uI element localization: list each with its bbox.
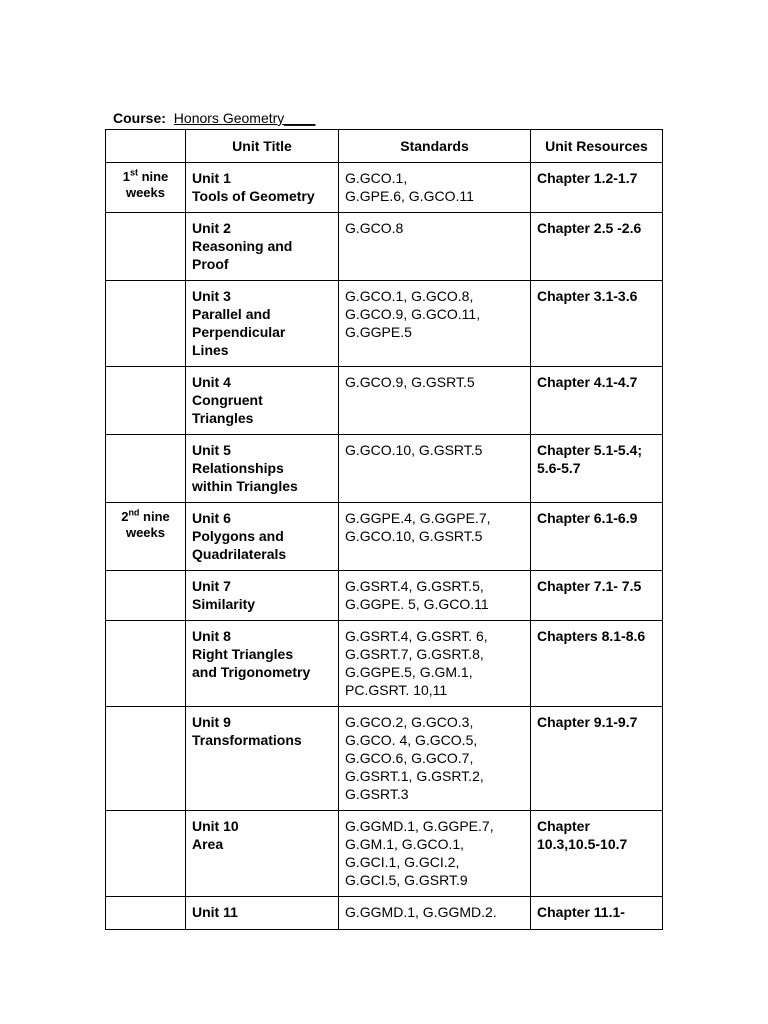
term-ordinal: nd bbox=[128, 507, 140, 518]
unit-title-cell bbox=[186, 707, 339, 811]
unit-title-cell-line: Tools of Geometry bbox=[192, 188, 315, 204]
table-row bbox=[106, 367, 663, 435]
unit-title-cell-line: Transformations bbox=[192, 732, 302, 748]
term-cell bbox=[106, 281, 186, 367]
unit-title-cell-line: Proof bbox=[192, 256, 229, 272]
term-cell bbox=[106, 571, 186, 621]
standards-cell bbox=[339, 213, 531, 281]
unit-title-cell bbox=[186, 897, 339, 930]
unit-title-cell bbox=[186, 281, 339, 367]
standards-cell bbox=[339, 571, 531, 621]
standards-cell-line: G.GGPE. 5, G.GCO.11 bbox=[345, 596, 489, 612]
unit-plan-table bbox=[105, 129, 663, 930]
standards-cell-line: G.GCO.10, G.GSRT.5 bbox=[345, 528, 483, 544]
standards-cell-line: G.GGMD.1, G.GGPE.7, bbox=[345, 818, 494, 834]
unit-title-cell-line: Unit 7 bbox=[192, 578, 231, 594]
unit-title-cell-line: Lines bbox=[192, 342, 229, 358]
term-cell bbox=[106, 367, 186, 435]
unit-resources-cell bbox=[531, 213, 663, 281]
standards-cell-line: G.GCI.5, G.GSRT.9 bbox=[345, 872, 468, 888]
standards-cell-line: G.GCO.9, G.GCO.11, bbox=[345, 306, 481, 322]
table-header-row bbox=[106, 130, 663, 163]
standards-cell-line: G.GCO.8 bbox=[345, 220, 404, 236]
unit-title-cell-line: and Trigonometry bbox=[192, 664, 311, 680]
unit-resources-cell bbox=[531, 571, 663, 621]
standards-cell-line: G.GCO.1, bbox=[345, 170, 408, 186]
standards-cell-line: G.GCO.2, G.GCO.3, bbox=[345, 714, 474, 730]
header-unit-resources: Unit Resources bbox=[531, 130, 663, 163]
unit-resources-cell-line: Chapter 6.1-6.9 bbox=[537, 510, 638, 526]
unit-title-cell bbox=[186, 367, 339, 435]
unit-title-cell bbox=[186, 621, 339, 707]
unit-resources-cell bbox=[531, 503, 663, 571]
table-row bbox=[106, 503, 663, 571]
standards-cell bbox=[339, 367, 531, 435]
standards-cell bbox=[339, 163, 531, 213]
term-label bbox=[112, 509, 179, 525]
unit-title-cell-line: Unit 4 bbox=[192, 374, 231, 390]
term-text: nine bbox=[139, 509, 170, 524]
unit-resources-cell-line: 10.3,10.5-10.7 bbox=[537, 836, 628, 852]
term-cell bbox=[106, 621, 186, 707]
term-cell bbox=[106, 707, 186, 811]
unit-title-cell-line: Unit 6 bbox=[192, 510, 231, 526]
unit-resources-cell-line: Chapter 4.1-4.7 bbox=[537, 374, 638, 390]
standards-cell-line: G.GSRT.4, G.GSRT. 6, bbox=[345, 628, 488, 644]
unit-title-cell-line: Unit 1 bbox=[192, 170, 231, 186]
unit-title-cell-line: Perpendicular bbox=[192, 324, 286, 340]
unit-title-cell-line: Unit 5 bbox=[192, 442, 231, 458]
unit-resources-cell bbox=[531, 435, 663, 503]
unit-resources-cell bbox=[531, 281, 663, 367]
unit-title-cell-line: Unit 3 bbox=[192, 288, 231, 304]
course-label: Course: bbox=[113, 110, 166, 126]
standards-cell-line: PC.GSRT. 10,11 bbox=[345, 682, 448, 698]
term-number: 2 bbox=[121, 509, 129, 524]
unit-resources-cell bbox=[531, 163, 663, 213]
unit-title-cell-line: Congruent bbox=[192, 392, 263, 408]
table-row bbox=[106, 281, 663, 367]
table-row bbox=[106, 435, 663, 503]
unit-resources-cell-line: Chapter 7.1- 7.5 bbox=[537, 578, 642, 594]
term-weeks: weeks bbox=[125, 525, 166, 540]
unit-title-cell-line: Unit 9 bbox=[192, 714, 231, 730]
table-row bbox=[106, 213, 663, 281]
unit-title-cell-line: Parallel and bbox=[192, 306, 271, 322]
unit-resources-cell-line: Chapter 3.1-3.6 bbox=[537, 288, 638, 304]
unit-resources-cell-line: 5.6-5.7 bbox=[537, 460, 581, 476]
unit-title-cell-line: Unit 2 bbox=[192, 220, 231, 236]
standards-cell bbox=[339, 707, 531, 811]
term-cell bbox=[106, 811, 186, 897]
unit-title-cell-line: within Triangles bbox=[192, 478, 298, 494]
standards-cell-line: G.GSRT.1, G.GSRT.2, bbox=[345, 768, 484, 784]
standards-cell-line: G.GM.1, G.GCO.1, bbox=[345, 836, 465, 852]
term-cell bbox=[106, 503, 186, 571]
unit-resources-cell-line: Chapter 9.1-9.7 bbox=[537, 714, 638, 730]
standards-cell-line: G.GSRT.7, G.GSRT.8, bbox=[345, 646, 484, 662]
header-standards: Standards bbox=[339, 130, 531, 163]
standards-cell bbox=[339, 621, 531, 707]
header-unit-title: Unit Title bbox=[186, 130, 339, 163]
unit-title-cell-line: Triangles bbox=[192, 410, 254, 426]
standards-cell-line: G.GGPE.4, G.GGPE.7, bbox=[345, 510, 491, 526]
term-text: nine bbox=[137, 169, 169, 184]
unit-title-cell-line: Reasoning and bbox=[192, 238, 293, 254]
term-number: 1 bbox=[122, 169, 130, 184]
standards-cell bbox=[339, 811, 531, 897]
unit-title-cell-line: Unit 10 bbox=[192, 818, 239, 834]
term-cell bbox=[106, 213, 186, 281]
unit-title-cell bbox=[186, 503, 339, 571]
course-value: Honors Geometry____ bbox=[173, 110, 316, 126]
table-row bbox=[106, 707, 663, 811]
unit-title-cell bbox=[186, 435, 339, 503]
standards-cell-line: G.GPE.6, G.GCO.11 bbox=[345, 188, 474, 204]
unit-title-cell-line: Right Triangles bbox=[192, 646, 294, 662]
term-ordinal: st bbox=[129, 167, 138, 178]
unit-resources-cell bbox=[531, 707, 663, 811]
table-row bbox=[106, 621, 663, 707]
table-row bbox=[106, 163, 663, 213]
unit-resources-cell bbox=[531, 811, 663, 897]
table-row bbox=[106, 811, 663, 897]
unit-title-cell bbox=[186, 213, 339, 281]
standards-cell-line: G.GSRT.4, G.GSRT.5, bbox=[345, 578, 484, 594]
unit-title-cell-line: Unit 8 bbox=[192, 628, 231, 644]
table-row bbox=[106, 897, 663, 930]
unit-resources-cell bbox=[531, 367, 663, 435]
unit-resources-cell-line: Chapter bbox=[537, 818, 590, 834]
unit-resources-cell-line: Chapters 8.1-8.6 bbox=[537, 628, 646, 644]
unit-resources-cell-line: Chapter 11.1- bbox=[537, 904, 625, 920]
standards-cell-line: G.GCO.9, G.GSRT.5 bbox=[345, 374, 475, 390]
unit-title-cell bbox=[186, 811, 339, 897]
term-cell bbox=[106, 897, 186, 930]
standards-cell-line: G.GCO.1, G.GCO.8, bbox=[345, 288, 474, 304]
standards-cell bbox=[339, 503, 531, 571]
standards-cell-line: G.GCO.10, G.GSRT.5 bbox=[345, 442, 483, 458]
unit-resources-cell-line: Chapter 5.1-5.4; bbox=[537, 442, 643, 458]
standards-cell-line: G.GCO.6, G.GCO.7, bbox=[345, 750, 474, 766]
unit-title-cell-line: Relationships bbox=[192, 460, 284, 476]
term-cell bbox=[106, 435, 186, 503]
standards-cell-line: G.GCO. 4, G.GCO.5, bbox=[345, 732, 478, 748]
standards-cell-line: G.GGPE.5, G.GM.1, bbox=[345, 664, 473, 680]
unit-resources-cell-line: Chapter 2.5 -2.6 bbox=[537, 220, 642, 236]
unit-resources-cell bbox=[531, 897, 663, 930]
standards-cell bbox=[339, 435, 531, 503]
course-line bbox=[113, 110, 315, 126]
header-term bbox=[106, 130, 186, 163]
unit-title-cell bbox=[186, 571, 339, 621]
unit-title-cell bbox=[186, 163, 339, 213]
standards-cell-line: G.GSRT.3 bbox=[345, 786, 409, 802]
standards-cell-line: G.GCI.1, G.GCI.2, bbox=[345, 854, 460, 870]
standards-cell-line: G.GGPE.5 bbox=[345, 324, 412, 340]
unit-title-cell-line: Polygons and bbox=[192, 528, 284, 544]
unit-title-cell-line: Area bbox=[192, 836, 224, 852]
table-row bbox=[106, 571, 663, 621]
term-cell bbox=[106, 163, 186, 213]
unit-title-cell-line: Similarity bbox=[192, 596, 256, 612]
term-label bbox=[112, 169, 179, 185]
unit-title-cell-line: Unit 11 bbox=[192, 904, 238, 920]
standards-cell bbox=[339, 281, 531, 367]
term-weeks: weeks bbox=[125, 185, 166, 200]
unit-title-cell-line: Quadrilaterals bbox=[192, 546, 287, 562]
standards-cell-line: G.GGMD.1, G.GGMD.2. bbox=[345, 904, 497, 920]
unit-resources-cell-line: Chapter 1.2-1.7 bbox=[537, 170, 638, 186]
unit-resources-cell bbox=[531, 621, 663, 707]
standards-cell bbox=[339, 897, 531, 930]
